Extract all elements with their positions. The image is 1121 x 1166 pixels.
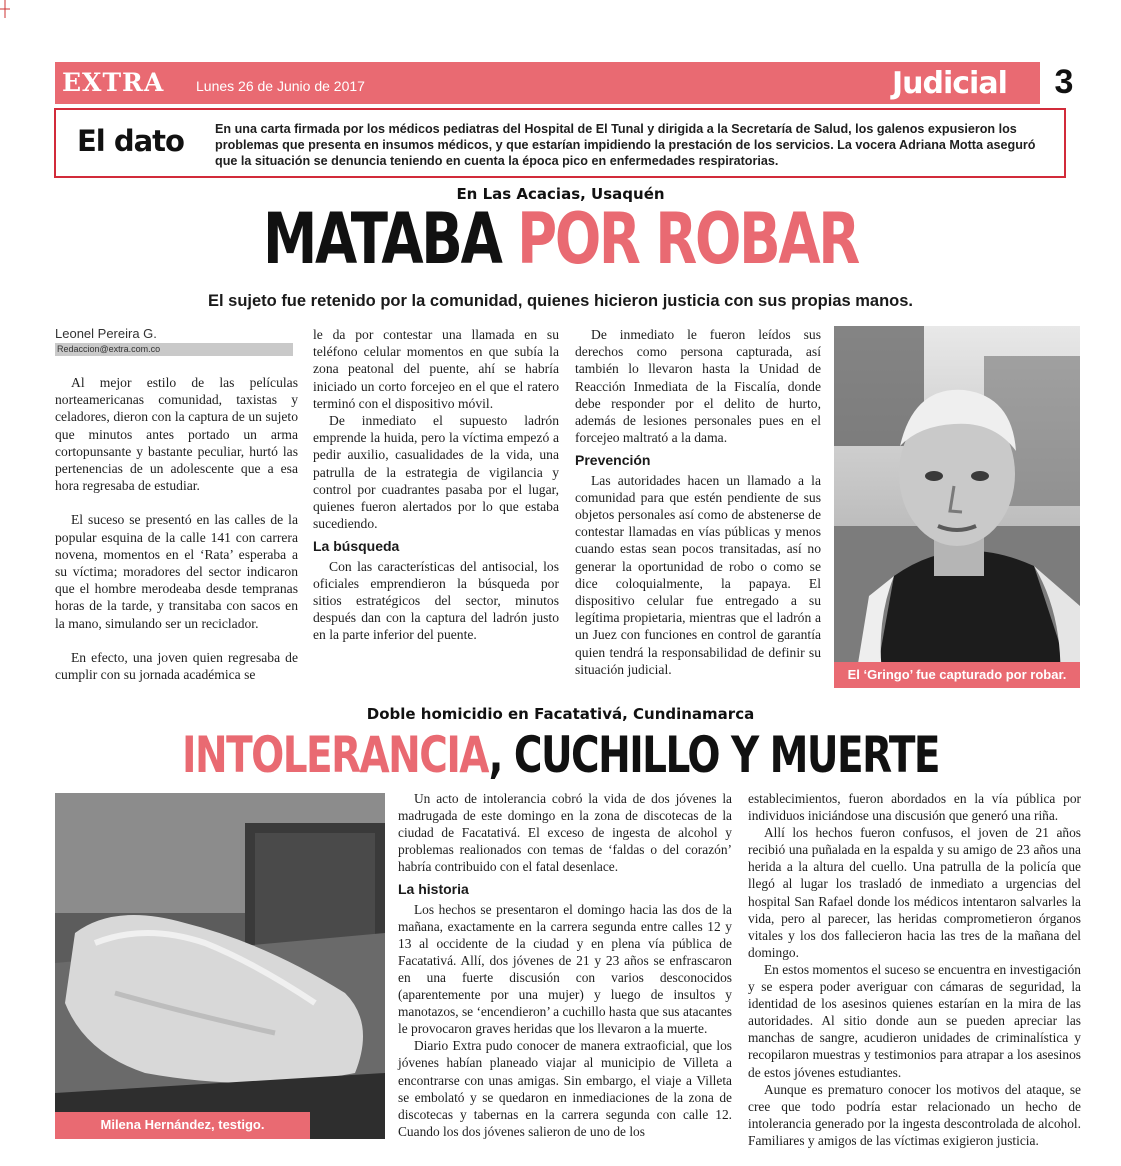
photo-caption: Milena Hernández, testigo. — [100, 1117, 265, 1132]
article1-column-1 — [55, 374, 298, 683]
headline-dark-part: , CUCHILLO Y MUERTE — [488, 726, 939, 784]
byline: Leonel Pereira G. — [55, 326, 157, 341]
article2-column-2 — [748, 790, 1081, 1149]
crime-scene-photo — [55, 793, 385, 1139]
paragraph: El suceso se presentó en las calles de la popular esquina de la calle 141 con carrera novena, momentos en el ‘Rata’ esperaba a su víctima; moradores del sector indicaron que el hombre merodeaba desde tempranas horas de la tarde, y transitaba con sacos en la mano, simulando ser un reciclador. — [55, 512, 298, 631]
page-number: 3 — [1040, 60, 1088, 104]
author-email: Redaccion@extra.com.co — [57, 344, 161, 354]
paragraph: En efecto, una joven quien regresaba de cumplir con su jornada académica se — [55, 649, 298, 683]
article1-column-3 — [575, 326, 821, 678]
dato-title: El dato — [77, 124, 184, 158]
photo-caption: El ‘Gringo’ fue capturado por robar. — [847, 667, 1067, 682]
crime-scene-image — [55, 793, 385, 1139]
paragraph: De inmediato el supuesto ladrón emprende la huida, pero la víctima empezó a pedir auxilio, casualidades de la vida, una patrulla de la estrategia de vigilancia y control por cuadrantes pasaba por el lugar, quienes fueron alertados por lo que estaba sucediendo. — [313, 413, 559, 532]
section-title: Judicial — [892, 66, 1007, 101]
suspect-photo — [834, 326, 1080, 688]
issue-date: Lunes 26 de Junio de 2017 — [196, 78, 365, 94]
paragraph: Diario Extra pudo conocer de manera extraoficial, que los jóvenes habían planeado viajar al municipio de Villeta a encontrarse con unas amigas. Sin embargo, el viaje a Villeta se embolató y se quedaron en inmediaciones de la zona de discotecas y tabernas en la carrera segunda con calle 12. Cuando los dos jóvenes salieron de uno de los — [398, 1038, 732, 1139]
paragraph: Allí los hechos fueron confusos, el joven de 21 años recibió una puñalada en la espalda y su amigo de 23 años una herida a la altura del cuello. Una patrulla de la policía que llegó al lugar los trasladó de inmediato a urgencias del hospital San Rafael donde los médicos intentaron salvarles la vida, pero al parecer, las heridas comprometieron órganos vitales y los dos fallecieron hacia las tres de la mañana del domingo. — [748, 825, 1081, 960]
subheading-busqueda: La búsqueda — [313, 538, 400, 555]
paragraph: establecimientos, fueron abordados en la vía pública por individuos iniciándose una discusión que generó una riña. — [748, 791, 1081, 824]
paragraph: Las autoridades hacen un llamado a la comunidad para que estén pendiente de sus objetos personales así como de abstenerse de contestar llamadas en vías públicas y menos cuando estas sean pocos transitadas, así no generar la oportunidad de robo o como se dice coloquialmente, la papaya. El dispositivo celular fue entregado a su legítima propietaria, mientras que el ladrón a un Juez con funciones en control de garantía quien tendrá la responsabilidad de definir su situación judicial. — [575, 472, 821, 677]
article1-subhead: El sujeto fue retenido por la comunidad, quienes hicieron justicia con sus propias manos. — [207, 292, 914, 310]
paragraph: Con las características del antisocial, los oficiales emprendieron la búsqueda por sitios estratégicos del sector, minutos después dan con la captura del ladrón justo en la parte inferior del puente. — [313, 558, 559, 643]
article1-headline — [123, 196, 997, 282]
paragraph: De inmediato le fueron leídos sus derechos como persona capturada, así también lo llevaron hasta la Unidad de Reacción Inmediata de la Fiscalía, donde debe responder por el delito de hurto, además de lesiones personales pues en el forcejeo maltrató a la dama. — [575, 327, 821, 446]
article1-column-2 — [313, 326, 559, 644]
subheading-prevencion: Prevención — [575, 452, 651, 469]
headline-dark-part: MATABA — [263, 198, 501, 280]
article2-headline — [123, 720, 997, 790]
article2-column-1 — [398, 790, 732, 1140]
article2-kicker: Doble homicidio en Facatativá, Cundinamarca — [366, 705, 755, 723]
subheading-historia: La historia — [398, 881, 469, 898]
paragraph: Los hechos se presentaron el domingo hacia las dos de la mañana, exactamente en la carrera segunda entre calles 12 y 13 al occidente de la ciudad y en plena vía pública de Facatativá. Allí, dos jóvenes de 21 y 23 años se enfrascaron en una fuerte discusión con varios desconocidos (aparentemente por una mujer) y luego de insultos y manotazos, se ‘encendieron’ a cuchillo hasta que sus atacantes le provocaron graves heridas que los llevaron a la muerte. — [398, 901, 733, 1037]
crop-mark — [0, 0, 10, 18]
headline-red-part: INTOLERANCIA — [182, 726, 489, 784]
article1-kicker: En Las Acacias, Usaquén — [456, 185, 665, 203]
dato-text: En una carta firmada por los médicos pediatras del Hospital de El Tunal y dirigida a la Secretaría de Salud, los galenos expusieron los problemas que presenta en insumos médicos, y que estarían impidiendo la prestación de los servicios. La vocera Adriana Motta aseguró que la situación se denuncia teniendo en cuenta la época pico en enfermedades respiratorias. — [215, 122, 1036, 168]
headline-red-part: POR ROBAR — [517, 198, 858, 280]
suspect-photo-image — [834, 326, 1080, 688]
newspaper-logo: EXTRA — [62, 68, 165, 97]
paragraph: En estos momentos el suceso se encuentra en investigación y se espera poder averiguar con cámaras de seguridad, la identidad de los asesinos quienes estarían en la mira de las autoridades. Al sitio donde aun se pueden apreciar las manchas de sangre, acudieron unidades de criminalística y recopilaron muestras y testimonios para atrapar a los asesinos de estos jóvenes estudiantes. — [748, 961, 1081, 1080]
paragraph: Aunque es prematuro conocer los motivos del ataque, se cree que todo podría estar relacionado un hecho de intolerancia generado por la ingesta descontrolada de alcohol. Familiares y amigos de las víctimas exigieron justicia. — [748, 1081, 1081, 1148]
paragraph: le da por contestar una llamada en su teléfono celular momentos en que subía la zona peatonal del puente, ahí se habría iniciado un corto forcejeo en el que el ratero terminó con el dispositivo móvil. — [313, 327, 559, 411]
paragraph: Al mejor estilo de las películas norteamericanas comunidad, taxistas y celadores, dieron con la captura de un sujeto que minutos antes portado un arma cortopunsante y bastante peculiar, hurtó las pertenencias de un adolescente que a esa hora regresaba de estudiar. — [55, 375, 298, 494]
paragraph: Un acto de intolerancia cobró la vida de dos jóvenes la madrugada de este domingo en la zona de discotecas de la ciudad de Facatativá. El exceso de ingesta de alcohol y problemas realionados con temas de ‘faldas o del corazón’ habría contribuido con el fatal desenlace. — [398, 791, 732, 875]
